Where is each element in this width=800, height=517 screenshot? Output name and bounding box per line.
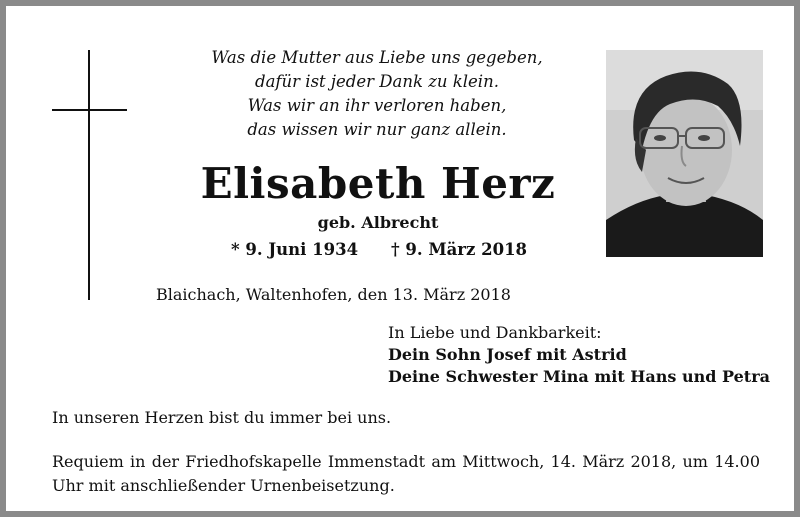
- poem-line: dafür ist jeder Dank zu klein.: [255, 72, 499, 91]
- birth-date: * 9. Juni 1934: [231, 240, 359, 259]
- cross-vertical-bar: [88, 50, 90, 300]
- poem-line: das wissen wir nur ganz allein.: [247, 120, 507, 139]
- deceased-name: Elisabeth Herz: [200, 159, 556, 208]
- life-dates: [231, 239, 531, 261]
- poem-line: Was die Mutter aus Liebe uns gegeben,: [211, 48, 543, 67]
- mourner-line: Deine Schwester Mina mit Hans und Petra: [388, 367, 770, 386]
- death-date: † 9. März 2018: [391, 240, 528, 259]
- place-and-date: Blaichach, Waltenhofen, den 13. März 2018: [156, 285, 511, 304]
- cross-horizontal-bar: [52, 109, 127, 111]
- mourners-block: [388, 322, 778, 388]
- mourner-line: Dein Sohn Josef mit Astrid: [388, 345, 627, 364]
- requiem-notice: Requiem in der Friedhofskapelle Immenstadt am Mittwoch, 14. März 2018, um 14.00 Uhr mit anschließender Urnenbeisetzung.: [52, 452, 760, 495]
- mourners-intro: In Liebe und Dankbarkeit:: [388, 323, 602, 342]
- closing-line: In unseren Herzen bist du immer bei uns.: [52, 408, 392, 427]
- maiden-name: geb. Albrecht: [317, 213, 439, 232]
- poem-line: Was wir an ihr verloren haben,: [247, 96, 507, 115]
- portrait-photo: [606, 50, 763, 257]
- memorial-poem: [192, 46, 562, 142]
